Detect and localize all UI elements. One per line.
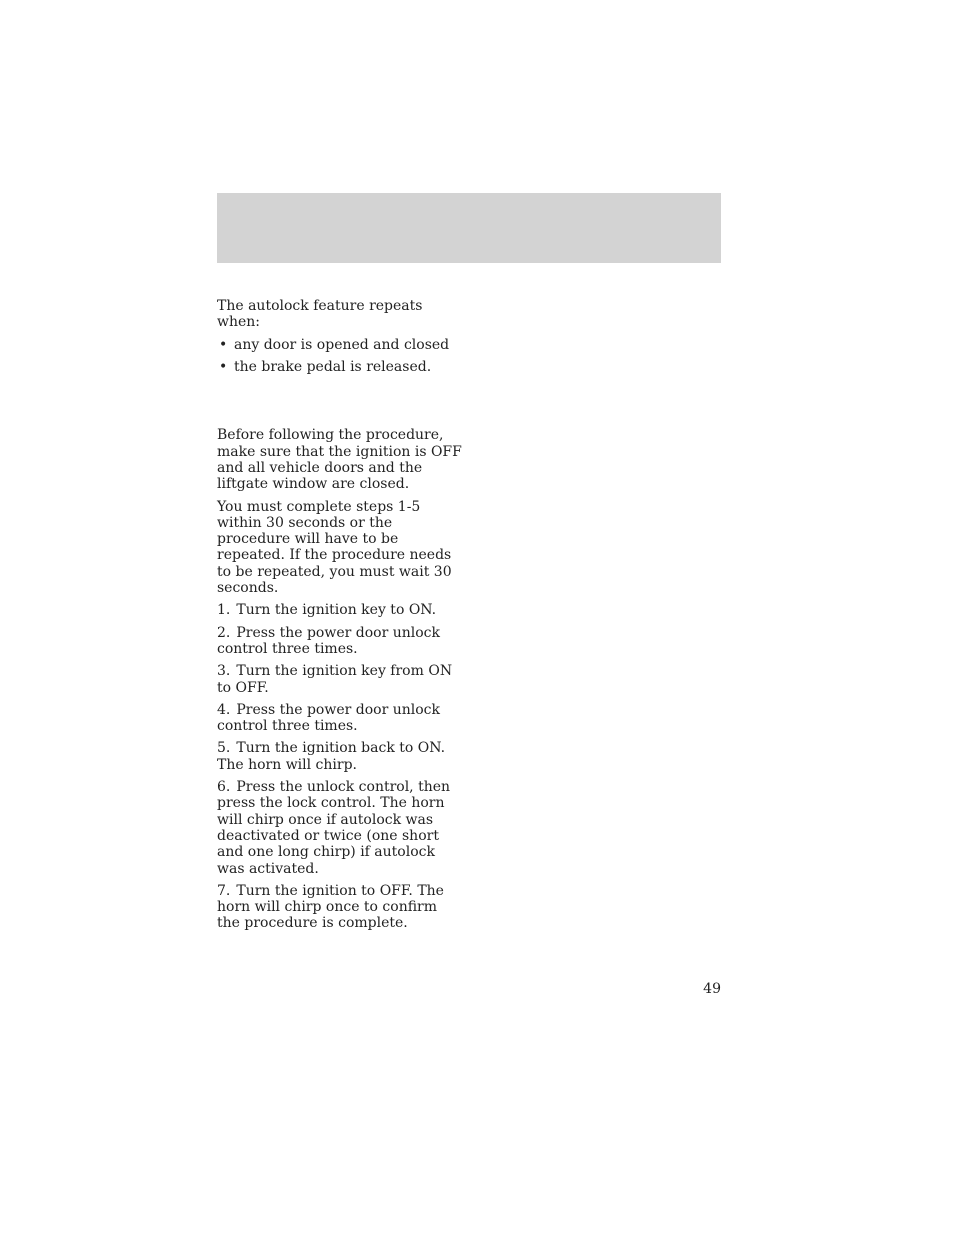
step-number: 3.: [217, 663, 231, 680]
step-number: 5.: [217, 740, 231, 757]
list-item-text: any door is opened and closed: [234, 336, 450, 353]
step-text: Turn the ignition back to ON. The horn will chirp.: [217, 740, 446, 773]
step-number: 7.: [217, 882, 231, 899]
procedure-precondition: Before following the procedure, make sure that the ignition is OFF and all vehicle doors and the liftgate window are closed.: [217, 427, 462, 493]
step-number: 1.: [217, 602, 231, 619]
step-number: 4.: [217, 701, 231, 718]
section-gap: [217, 382, 463, 427]
autolock-intro: The autolock feature repeats when:: [217, 298, 423, 331]
list-item: [217, 359, 463, 375]
step-item: [217, 779, 463, 877]
step-text: Turn the ignition key from ON to OFF.: [217, 663, 453, 696]
main-text-column: [217, 298, 463, 938]
list-item: [217, 337, 463, 353]
step-item: [217, 625, 463, 658]
step-number: 6.: [217, 779, 231, 796]
step-item: [217, 702, 463, 735]
page-number: 49: [703, 981, 721, 997]
step-item: [217, 883, 463, 932]
step-item: [217, 740, 463, 773]
procedure-time-limit: You must complete steps 1-5 within 30 seconds or the procedure will have to be repeated. If the procedure needs to be repeated, you must wait 30 seconds.: [217, 498, 452, 597]
list-item-text: the brake pedal is released.: [234, 359, 432, 376]
bullet-icon: •: [219, 359, 228, 376]
step-text: Press the power door unlock control three times.: [217, 701, 440, 735]
procedure-steps-list: [217, 602, 463, 931]
step-number: 2.: [217, 624, 231, 641]
step-text: Press the power door unlock control three times.: [217, 624, 440, 657]
bullet-icon: •: [219, 336, 228, 353]
step-item: [217, 602, 463, 618]
step-text: Press the unlock control, then press the lock control. The horn will chirp once if autolock was deactivated or twice (one short and one long chirp) if autolock was activated.: [217, 779, 451, 877]
step-item: [217, 663, 463, 696]
autolock-conditions-list: [217, 337, 463, 376]
section-header-band: [217, 193, 721, 263]
step-text: Turn the ignition key to ON.: [236, 602, 437, 619]
step-text: Turn the ignition to OFF. The horn will chirp once to confirm the procedure is complete.: [217, 882, 444, 932]
